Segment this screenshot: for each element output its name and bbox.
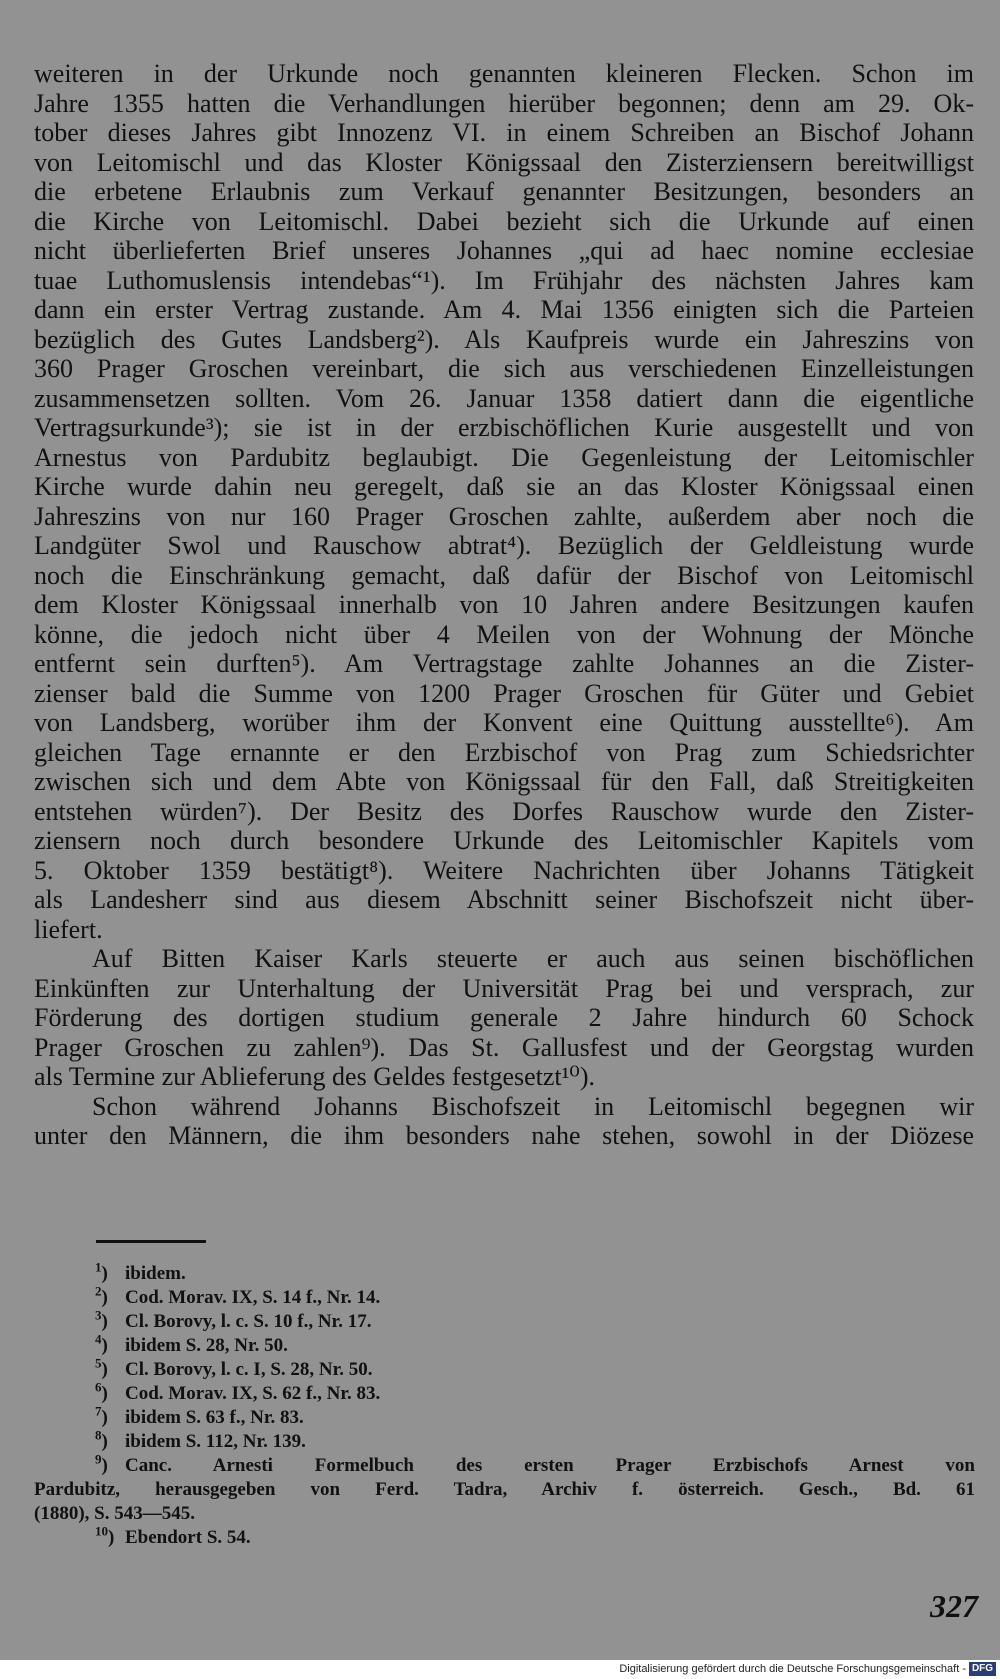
digitization-credit: Digitalisierung gefördert durch die Deutsche Forschungsgemeinschaft - (619, 1663, 966, 1675)
text-line: Kirche wurde dahin neu geregelt, daß sie an das Kloster Königssaal einen (34, 472, 974, 501)
text-line: von Leitomischl und das Kloster Königssaal den Zisterziensern bereitwilligst (34, 147, 974, 177)
text-line: Einkünften zur Unterhaltung der Universität Prag bei und versprach, zur (34, 973, 974, 1003)
page-number: 327 (930, 1588, 978, 1624)
text-line: zienser bald die Summe von 1200 Prager Groschen für Güter und Gebiet (34, 678, 974, 708)
footnote: $^2$) Cod. Morav. IX, S. 14 f., Nr. 14. (95, 1283, 381, 1308)
footnote-continuation: (1880), S. 543—545. (34, 1503, 195, 1524)
text-line: von Landsberg, worüber ihm der Konvent eine Quittung ausstellte⁶). Am (34, 708, 974, 737)
footnote-separator (96, 1240, 206, 1243)
text-line: Jahre 1355 hatten die Verhandlungen hierüber begonnen; denn am 29. Ok- (34, 88, 974, 118)
text-line: zwischen sich und dem Abte von Königssaal für den Fall, daß Streitigkeiten (34, 767, 974, 796)
text-line: unter den Männern, die ihm besonders nahe stehen, sowohl in der Diözese (34, 1121, 974, 1150)
footnote: $^7$) ibidem S. 63 f., Nr. 83. (95, 1403, 304, 1428)
text-line: könne, die jedoch nicht über 4 Meilen von der Wohnung der Mönche (34, 619, 974, 649)
paragraph-start-line: Auf Bitten Kaiser Karls steuerte er auch aus seinen bischöflichen (92, 944, 974, 973)
text-line: dem Kloster Königssaal innerhalb von 10 Jahren andere Besitzungen kaufen (34, 590, 974, 619)
footnote: $^1$) ibidem. (95, 1259, 186, 1284)
footnote: $^3$) Cl. Borovy, l. c. S. 10 f., Nr. 17. (95, 1307, 372, 1332)
paragraph-start-line: Schon während Johanns Bischofszeit in Leitomischl begegnen wir (92, 1091, 974, 1121)
text-line: tober dieses Jahres gibt Innozenz VI. in einem Schreiben an Bischof Johann (34, 118, 974, 147)
text-line: die Kirche von Leitomischl. Dabei bezieht sich die Urkunde auf einen (34, 206, 974, 236)
footnote: $^4$) ibidem S. 28, Nr. 50. (95, 1331, 288, 1356)
text-line: Prager Groschen zu zahlen⁹). Das St. Gallusfest und der Georgstag wurden (34, 1032, 974, 1062)
text-line: liefert. (34, 914, 103, 944)
footnote: $^5$) Cl. Borovy, l. c. I, S. 28, Nr. 50. (95, 1355, 373, 1380)
text-line: weiteren in der Urkunde noch genannten kleineren Flecken. Schon im (34, 59, 974, 88)
text-line: Jahreszins von nur 160 Prager Groschen zahlte, außerdem aber noch die (34, 501, 974, 531)
text-line: entstehen würden⁷). Der Besitz des Dorfes Rauschow wurde den Zister- (34, 796, 974, 826)
text-line: nicht überlieferten Brief unseres Johannes „qui ad haec nomine ecclesiae (34, 236, 974, 265)
footnote: $^9$) Canc. Arnesti Formelbuch des ersten Prager Erzbischofs Arnest von (95, 1451, 975, 1476)
text-line: Vertragsurkunde³); sie ist in der erzbischöflichen Kurie ausgestellt und von (34, 413, 974, 442)
text-line: 360 Prager Groschen vereinbart, die sich aus verschiedenen Einzelleistungen (34, 354, 974, 383)
text-line: Arnestus von Pardubitz beglaubigt. Die Gegenleistung der Leitomischler (34, 442, 974, 472)
text-line: als Landesherr sind aus diesem Abschnitt seiner Bischofszeit nicht über- (34, 885, 974, 914)
digitization-credit-bar (0, 1660, 1000, 1679)
text-line: Landgüter Swol und Rauschow abtrat⁴). Bezüglich der Geldleistung wurde (34, 531, 974, 560)
footnote: $^8$) ibidem S. 112, Nr. 139. (95, 1427, 306, 1452)
dfg-logo: DFG (969, 1662, 996, 1676)
footnote-continuation: Pardubitz, herausgegeben von Ferd. Tadra, Archiv f. österreich. Gesch., Bd. 61 (34, 1479, 975, 1500)
text-line: bezüglich des Gutes Landsberg²). Als Kaufpreis wurde ein Jahreszins von (34, 324, 974, 354)
text-line: 5. Oktober 1359 bestätigt⁸). Weitere Nachrichten über Johanns Tätigkeit (34, 855, 974, 885)
text-line: dann ein erster Vertrag zustande. Am 4. Mai 1356 einigten sich die Parteien (34, 295, 974, 324)
text-line: als Termine zur Ablieferung des Geldes festgesetzt¹⁰). (34, 1062, 596, 1091)
text-line: zusammensetzen sollten. Vom 26. Januar 1358 datiert dann die eigentliche (34, 383, 974, 413)
footnote: $^6$) Cod. Morav. IX, S. 62 f., Nr. 83. (95, 1379, 381, 1404)
text-line: Förderung des dortigen studium generale 2 Jahre hindurch 60 Schock (34, 1003, 974, 1032)
text-line: noch die Einschränkung gemacht, daß dafür der Bischof von Leitomischl (34, 560, 974, 590)
text-line: tuae Luthomuslensis intendebas“¹). Im Frühjahr des nächsten Jahres kam (34, 265, 974, 295)
text-line: die erbetene Erlaubnis zum Verkauf genannter Besitzungen, besonders an (34, 177, 974, 206)
text-line: gleichen Tage ernannte er den Erzbischof von Prag zum Schiedsrichter (34, 737, 974, 767)
footnote: $^{10}$) Ebendort S. 54. (95, 1523, 251, 1548)
text-line: entfernt sein durften⁵). Am Vertragstage zahlte Johannes an die Zister- (34, 649, 974, 678)
text-line: ziensern noch durch besondere Urkunde des Leitomischler Kapitels vom (34, 826, 974, 855)
